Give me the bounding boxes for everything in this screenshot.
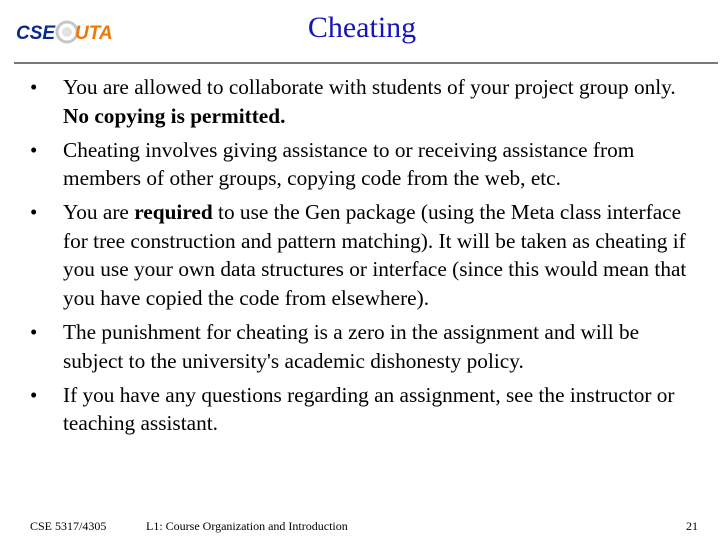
- footer-course: CSE 5317/4305: [30, 519, 107, 533]
- bullet-text: Cheating involves giving assistance to or receiving assistance from members of other groups, copying code from the web, etc.: [63, 137, 635, 191]
- bullet-text-bold: required: [134, 200, 213, 225]
- bullet-marker: •: [30, 382, 38, 407]
- svg-text:CSE: CSE: [16, 23, 56, 44]
- title-divider: [14, 62, 718, 64]
- footer-page-number: 21: [686, 519, 698, 533]
- bullet-marker: •: [30, 319, 38, 344]
- bullet-text-bold: No copying is permitted.: [63, 103, 286, 128]
- bullet-text: You are: [63, 200, 135, 225]
- bullet-item: [0, 73, 720, 130]
- bullet-list: [0, 73, 720, 443]
- bullet-text: The punishment for cheating is a zero in the assignment and will be subject to the university's academic dishonesty policy.: [63, 319, 640, 373]
- bullet-text: You are allowed to collaborate with students of your project group only.: [63, 75, 676, 99]
- bullet-item: [0, 136, 720, 193]
- bullet-text: If you have any questions regarding an assignment, see the instructor or teaching assistant.: [63, 382, 675, 436]
- bullet-item: [0, 198, 720, 312]
- slide-title: Cheating: [307, 11, 417, 44]
- bullet-item: [0, 381, 720, 438]
- footer-lecture: L1: Course Organization and Introduction: [146, 519, 348, 533]
- bullet-marker: •: [30, 75, 38, 99]
- bullet-marker: •: [30, 200, 38, 225]
- svg-text:UTA: UTA: [75, 23, 113, 44]
- bullet-item: [0, 318, 720, 375]
- bullet-text: to use the Gen package (using the Meta class interface for tree construction and pattern matching). It will be taken as cheating if you use your own data structures or interface (since this would mean that you have copied the code from elsewhere).: [63, 200, 687, 310]
- bullet-marker: •: [30, 137, 38, 162]
